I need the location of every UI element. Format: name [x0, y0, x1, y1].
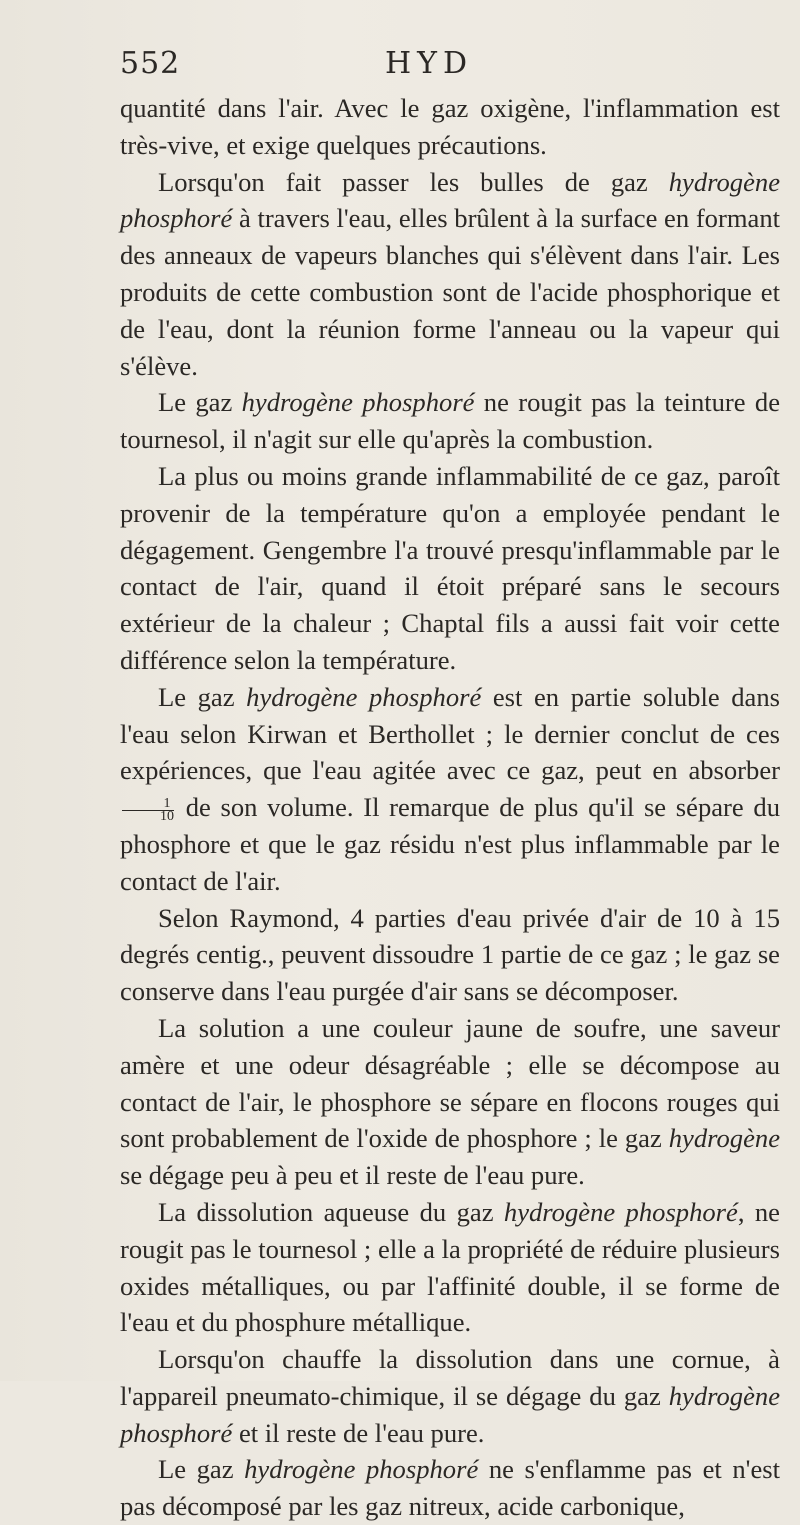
text-run: de son volume. Il remarque de plus qu'il se sépare du phosphore et que le gaz résidu n'est plus inflammable par le contact de l'air. [120, 792, 780, 896]
paragraph [120, 1194, 780, 1341]
italic-term: hydrogène phosphoré [503, 1196, 738, 1227]
italic-term: hydrogène phosphoré [120, 166, 780, 234]
italic-term: hydrogène phosphoré [244, 1454, 479, 1485]
text-run: est en partie soluble dans l'eau selon Kirwan et Berthollet ; le dernier conclut de ces expériences, que l'eau agitée avec ce gaz, peut en absorber [120, 681, 780, 786]
italic-term: hydrogène phosphoré [241, 387, 475, 418]
text-run: Selon Raymond, 4 parties d'eau privée d'air de 10 à 15 degrés centig., peuvent dissoudre 1 partie de ce gaz ; le gaz se conserve dans l'eau purgée d'air sans se décomposer. [120, 902, 780, 1007]
paragraph [120, 900, 780, 1010]
text-run: La plus ou moins grande inflammabilité de ce gaz, paroît provenir de la température qu'on a employée pendant le dégagement. Gengembre l'a trouvé presqu'inflammable par le contact de l'air, quand il étoit préparé sans le secours extérieur de la chaleur ; Chaptal fils a aussi fait voir cette différence selon la température. [120, 460, 780, 675]
italic-term: hydrogène [668, 1123, 780, 1154]
paragraph [120, 90, 780, 164]
text-run: ne s'enflamme pas et n'est pas décomposé par les gaz nitreux, acide carbonique, [120, 1454, 780, 1522]
text-run: La solution a une couleur jaune de soufre, une saveur amère et une odeur désagréable ; elle se décompose au contact de l'air, le phosphore se sépare en flocons rouges qui sont probablement de l'oxide de phosphore ; le gaz [120, 1012, 780, 1154]
paragraph [120, 1341, 780, 1451]
fraction-denominator: 10 [160, 808, 174, 824]
text-run: Lorsqu'on chauffe la dissolution dans une cornue, à l'appareil pneumato-chimique, il se dégage du gaz [120, 1344, 780, 1411]
fraction [122, 795, 174, 824]
page-header [120, 46, 680, 86]
fraction-numerator: 1 [122, 798, 174, 811]
paragraph [120, 164, 780, 385]
text-run: ne rougit pas la teinture de tournesol, il n'agit sur elle qu'après la combustion. [120, 387, 781, 455]
text-run: Lorsqu'on fait passer les bulles de gaz [158, 166, 669, 197]
text-run: à travers l'eau, elles brûlent à la surface en formant des anneaux de vapeurs blanches qui s'élèvent dans l'air. Les produits de cette combustion sont de l'acide phosphorique et de l'eau, dont la réunion forme l'anneau ou la vapeur qui s'élève. [120, 203, 780, 381]
paragraph [120, 384, 780, 458]
text-run: La dissolution aqueuse du gaz [158, 1196, 504, 1227]
text-run: se dégage peu à peu et il reste de l'eau pure. [120, 1160, 585, 1191]
text-run: quantité dans l'air. Avec le gaz oxigène, l'inflammation est très-vive, et exige quelques précautions. [120, 93, 780, 160]
paragraph [120, 1010, 780, 1194]
italic-term: hydrogène phosphoré [246, 681, 482, 712]
page-number: 552 [120, 46, 181, 81]
italic-term: hydrogène phosphoré [120, 1380, 780, 1448]
body-text [120, 90, 780, 1525]
paragraph [120, 458, 780, 679]
paragraph [120, 1451, 780, 1525]
text-run: Le gaz [158, 387, 242, 418]
text-run: Le gaz [158, 681, 247, 712]
paragraph [120, 679, 780, 900]
text-run: , ne rougit pas le tournesol ; elle a la propriété de réduire plusieurs oxides métalliques, ou par l'affinité double, il se forme de l'eau et du phosphure métallique. [120, 1196, 780, 1338]
running-head: HYD [385, 46, 474, 81]
text-run: Le gaz [158, 1454, 245, 1485]
text-run: et il reste de l'eau pure. [232, 1417, 485, 1448]
